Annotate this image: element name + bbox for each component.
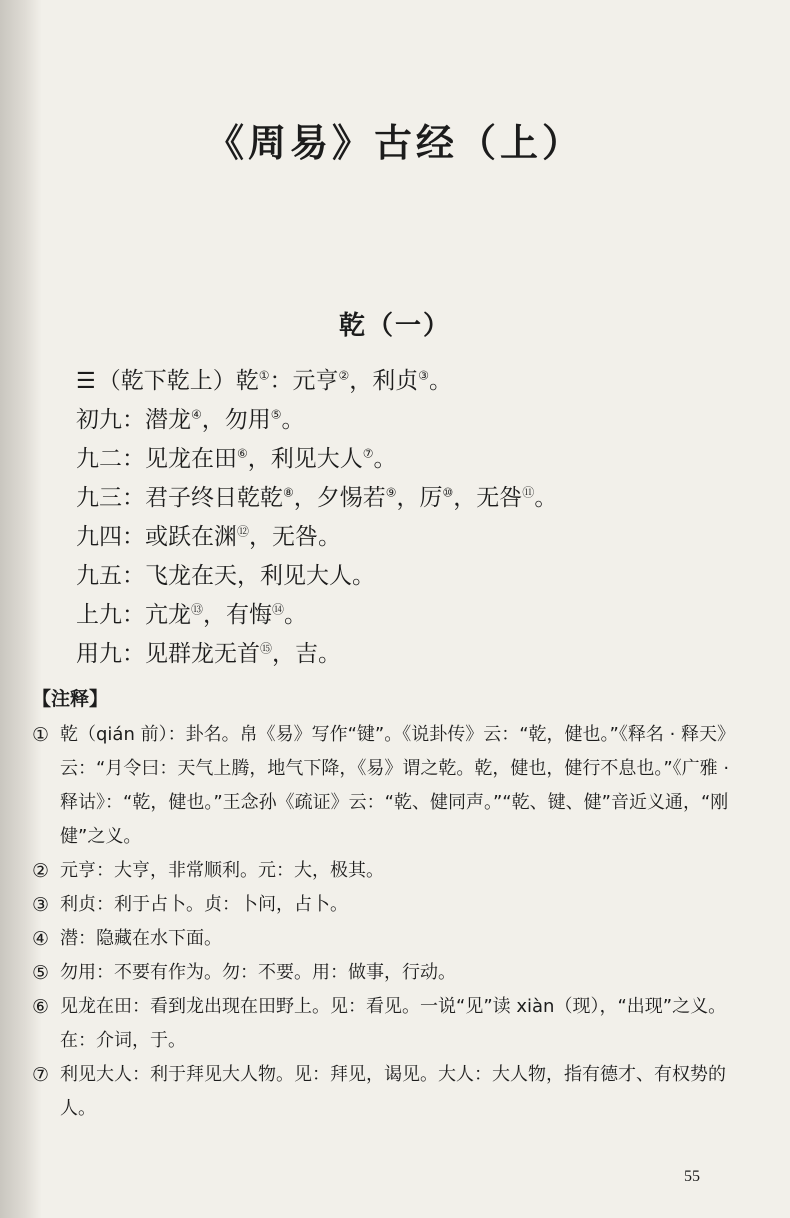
footnote-ref: ② [338, 368, 350, 383]
note-number: ③ [32, 894, 50, 916]
verse-text: ，无咎。 [249, 524, 342, 550]
verse-text: 。 [373, 446, 397, 472]
note-text: 元亨：大亨，非常顺利。元：大，极其。 [60, 860, 384, 881]
footnote-ref: ⑧ [283, 485, 294, 500]
note-item [32, 990, 752, 1058]
verse-text: 。 [534, 485, 558, 511]
verse-text: 。 [284, 602, 308, 628]
footnote-ref: ⑪ [522, 485, 535, 500]
chapter-title: 《周易》古经（上） [205, 120, 584, 165]
verse-line [76, 479, 756, 518]
notes-heading: 【注释】 [32, 688, 109, 710]
note-text: 勿用：不要有作为。勿：不要。用：做事，行动。 [60, 962, 456, 983]
verse-text: ，夕惕若 [293, 485, 386, 511]
verse-line [76, 635, 756, 674]
verse-text: （乾下乾上）乾 [97, 368, 259, 394]
note-number: ① [32, 724, 50, 746]
footnote-ref: ⑬ [191, 602, 204, 617]
footnote-ref: ⑭ [272, 602, 285, 617]
footnote-ref: ③ [418, 368, 430, 383]
note-number: ⑦ [32, 1064, 50, 1086]
footnote-ref: ⑤ [270, 407, 282, 422]
verse-text: 九二：见龙在田 [76, 446, 237, 472]
footnote-ref: ④ [191, 407, 202, 422]
verse-list [76, 362, 756, 674]
footnote-ref: ⑨ [385, 485, 397, 500]
footnote-ref: ① [258, 368, 270, 383]
verse-text: 。 [429, 368, 453, 394]
verse-text: ，厉 [396, 485, 443, 511]
verse-text: 初九：潜龙 [76, 407, 191, 433]
section-title: 乾（一） [338, 311, 451, 341]
verse-text: ，利贞 [349, 368, 419, 394]
verse-line [76, 362, 756, 401]
verse-text: 九五：飞龙在天，利见大人。 [76, 563, 375, 589]
note-number: ④ [32, 928, 50, 950]
note-number: ⑤ [32, 962, 50, 984]
note-item [32, 1058, 752, 1126]
note-item [32, 956, 752, 990]
footnote-ref: ⑫ [237, 524, 250, 539]
qian-hexagram-icon: ☰ [76, 369, 96, 394]
note-item [32, 922, 752, 956]
note-text: 利贞：利于占卜。贞：卜问，占卜。 [60, 894, 348, 915]
note-text: 见龙在田：看到龙出现在田野上。见：看见。一说“见”读 xiàn（现），“出现”之义。在：介词，于。 [60, 996, 727, 1051]
verse-text: 用九：见群龙无首 [76, 641, 260, 667]
notes-list [32, 718, 752, 1126]
verse-text: ：元亨 [269, 368, 339, 394]
note-text: 利见大人：利于拜见大人物。见：拜见，谒见。大人：大人物，指有德才、有权势的人。 [60, 1064, 726, 1119]
verse-text: ，利见大人 [247, 446, 363, 472]
note-item [32, 718, 752, 854]
page-number: 55 [684, 1168, 700, 1185]
verse-text: 。 [281, 407, 305, 433]
verse-text: 九三：君子终日乾乾 [76, 485, 283, 511]
verse-text: 九四：或跃在渊 [76, 524, 237, 550]
verse-line [76, 401, 756, 440]
note-text: 潜：隐藏在水下面。 [60, 928, 222, 949]
footnote-ref: ⑦ [362, 446, 374, 461]
note-item [32, 888, 752, 922]
footnote-ref: ⑥ [237, 446, 248, 461]
footnote-ref: ⑮ [260, 641, 273, 656]
verse-text: 上九：亢龙 [76, 602, 191, 628]
note-text: 乾（qián 前）：卦名。帛《易》写作“键”。《说卦传》云：“乾，健也。”《释名 · 释天》云：“月令曰：天气上腾，地气下降，《易》谓之乾。乾，健也，健行不息也。”《广雅 · 释诂》：“乾，健也。”王念孙《疏证》云：“乾、健同声。”“乾、键、健”音近义通，“刚健”之义。 [60, 724, 736, 847]
verse-text: ，无咎 [453, 485, 523, 511]
verse-line [76, 596, 756, 635]
verse-text: ，勿用 [201, 407, 271, 433]
verse-text: ，吉。 [272, 641, 342, 667]
footnote-ref: ⑩ [442, 485, 454, 500]
verse-text: ，有悔 [203, 602, 273, 628]
verse-line [76, 440, 756, 479]
note-number: ⑥ [32, 996, 50, 1018]
verse-line [76, 518, 756, 557]
verse-line [76, 557, 756, 596]
note-item [32, 854, 752, 888]
note-number: ② [32, 860, 50, 882]
